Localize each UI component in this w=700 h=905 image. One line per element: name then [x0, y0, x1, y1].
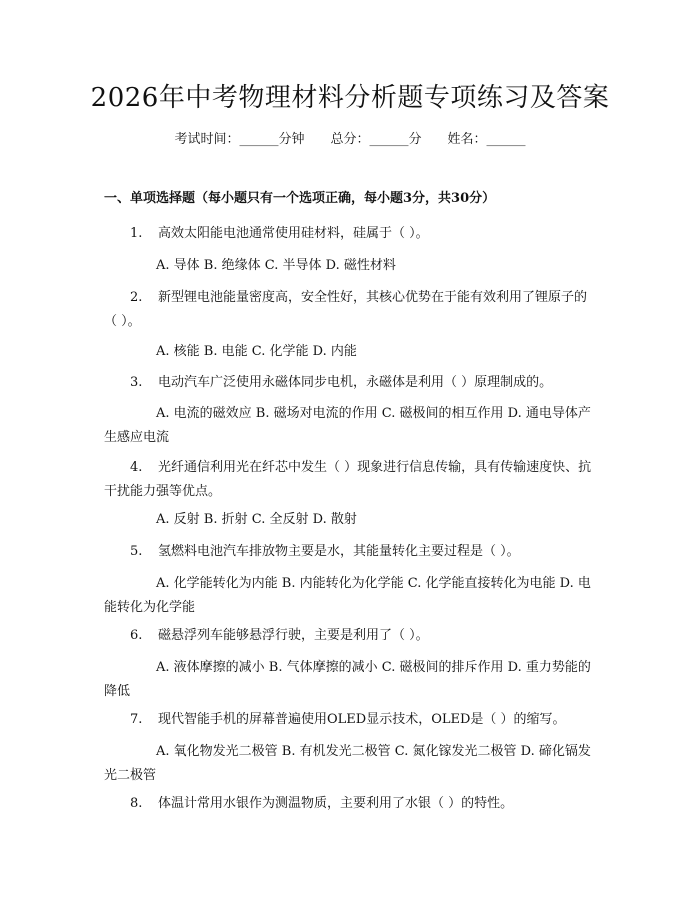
exam-info: [0, 130, 700, 150]
question-number: 2.: [130, 290, 143, 305]
question-text: 光纤通信利用光在纤芯中发生（ ）现象进行信息传输，具有传输速度快、抗干扰能力强等优点。: [104, 460, 592, 499]
question-2: [104, 286, 594, 334]
question-number: 3.: [130, 375, 143, 390]
question-text: 新型锂电池能量密度高，安全性好，其核心优势在于能有效利用了锂原子的（ ）。: [104, 290, 588, 329]
question-text: 电动汽车广泛使用永磁体同步电机，永磁体是利用（ ）原理制成的。: [158, 375, 553, 390]
section-heading: 一、单项选择题（每小题只有一个选项正确，每小题3分，共30分）: [104, 191, 496, 206]
question-number: 5.: [130, 544, 143, 559]
question-text: 磁悬浮列车能够悬浮行驶，主要是利用了（ ）。: [158, 628, 429, 643]
exam-time-field: 考试时间：______分钟: [174, 132, 305, 147]
total-score-field: 总分：______分: [330, 132, 422, 147]
question-3-options: A. 电流的磁效应 B. 磁场对电流的作用 C. 磁极间的相互作用 D. 通电导体产生感应电流: [104, 406, 591, 445]
question-7: [104, 708, 594, 732]
question-number: 6.: [130, 628, 143, 643]
question-6-options: A. 液体摩擦的减小 B. 气体摩擦的减小 C. 磁极间的排斥作用 D. 重力势能的降低: [104, 660, 591, 699]
question-text: 体温计常用水银作为测温物质，主要利用了水银（ ）的特性。: [158, 796, 514, 811]
question-1-options: A. 导体 B. 绝缘体 C. 半导体 D. 磁性材料: [156, 258, 396, 273]
question-8: [104, 792, 594, 816]
question-5-options: A. 化学能转化为内能 B. 内能转化为化学能 C. 化学能直接转化为电能 D. 电能转化为化学能: [104, 576, 591, 615]
question-number: 1.: [130, 226, 143, 241]
question-7-options: A. 氧化物发光二极管 B. 有机发光二极管 C. 氮化镓发光二极管 D. 碲化镉发光二极管: [104, 744, 591, 783]
question-1: [104, 222, 594, 246]
question-6: [104, 624, 594, 648]
question-text: 氢燃料电池汽车排放物主要是水，其能量转化主要过程是（ ）。: [158, 544, 520, 559]
question-4-options: A. 反射 B. 折射 C. 全反射 D. 散射: [156, 512, 357, 527]
question-text: 高效太阳能电池通常使用硅材料，硅属于（ ）。: [158, 226, 429, 241]
question-5: [104, 540, 594, 564]
page-title: 2026年中考物理材料分析题专项练习及答案: [90, 83, 610, 113]
question-3: [104, 371, 594, 395]
question-number: 7.: [130, 712, 143, 727]
question-number: 4.: [130, 460, 143, 475]
question-number: 8.: [130, 796, 143, 811]
name-field: 姓名：______: [447, 132, 526, 147]
question-4: [104, 456, 594, 504]
question-text: 现代智能手机的屏幕普遍使用OLED显示技术，OLED是（ ）的缩写。: [158, 712, 566, 727]
question-2-options: A. 核能 B. 电能 C. 化学能 D. 内能: [156, 344, 357, 359]
